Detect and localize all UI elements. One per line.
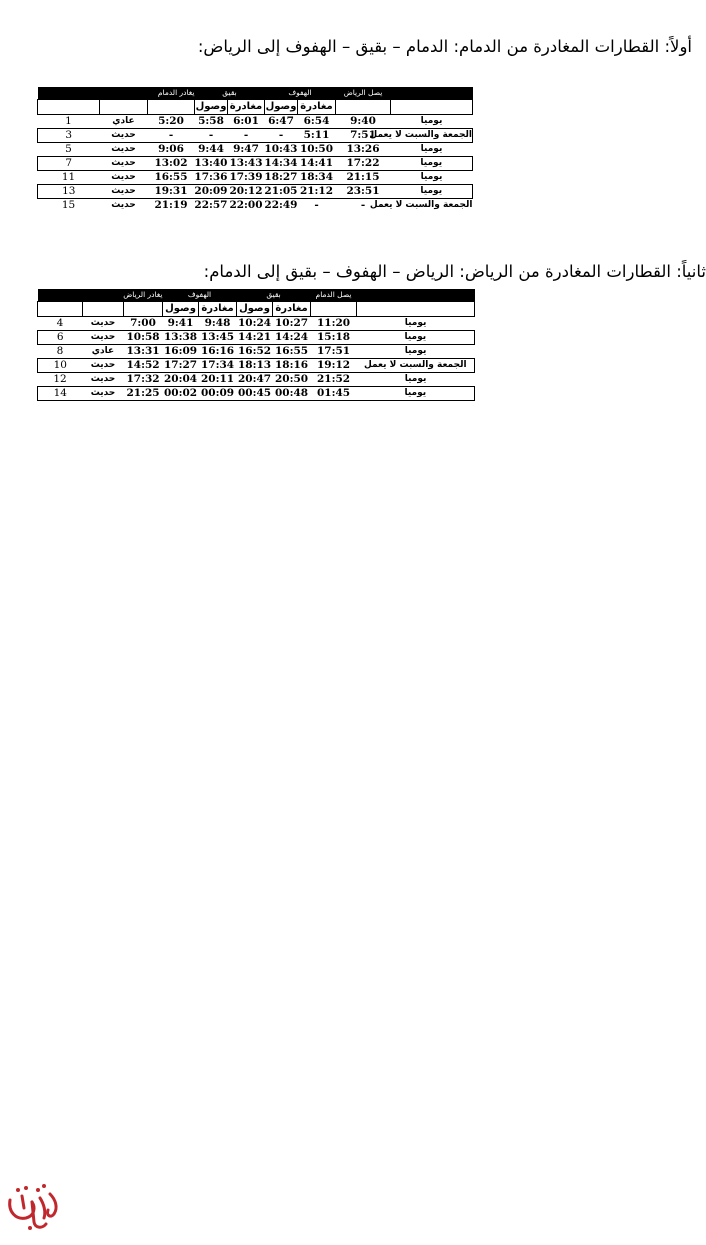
section1-heading: أولاً: القطارات المغادرة من الدمام: الدمام – بقيق – الهفوف إلى الرياض: [197,37,692,56]
cell-abq-arr: 10:24 [237,317,272,329]
cell-hof-dep: 17:34 [199,359,237,373]
cell-dep-riyadh: 10:58 [124,331,163,345]
cell-type: حديث [111,172,136,182]
table-row [38,115,473,129]
cell-abq-arr: 14:21 [237,331,272,343]
cell-arr-riyadh: 9:40 [350,115,376,127]
sub-departure: مغادرة [228,100,265,115]
table-row [38,373,475,387]
cell-abq-arr: - [195,129,228,143]
cell-dep-riyadh: 21:25 [124,387,163,401]
cell-days: يوميا [357,331,475,345]
cell-abq-dep: 10:27 [274,317,309,329]
cell-arr-riyadh: 23:51 [336,185,391,199]
cell-dep-dammam: 21:19 [154,199,188,211]
cell-days: يوميا [404,374,427,384]
cell-type: حديث [83,331,124,345]
sub-departure: مغادرة [199,302,237,317]
cell-abq-arr: 16:52 [237,345,272,357]
cell-dep-dammam: 19:31 [148,185,195,199]
cell-dep-dammam: 16:55 [154,171,188,183]
cell-dep-riyadh: 17:32 [126,373,160,385]
cell-type: حديث [90,374,116,384]
cell-abq-dep: 00:48 [273,387,311,401]
cell-num: 14 [38,387,83,401]
table-header-row [38,289,475,302]
cell-days: الجمعة والسبت لا يعمل [391,129,473,143]
col-arrive-dammam: يصل الدمام [311,289,357,302]
cell-hof-dep: 5:11 [298,129,336,143]
cell-dep-dammam: 5:20 [158,115,184,127]
cell-arr-dammam: 17:51 [316,345,351,357]
cell-abq-arr: 17:36 [194,171,228,183]
col-arrive-riyadh: يصل الرياض [336,87,391,100]
cell-abq-arr: 20:09 [194,185,228,197]
cell-abq-arr: 22:57 [194,199,228,211]
cell-hof-dep: 16:16 [200,345,235,357]
table-row [38,331,475,345]
cell-dep-dammam: 13:02 [148,157,195,171]
cell-abq-dep: 18:16 [273,359,311,373]
sub-arrival: وصول [195,100,228,115]
cell-dep-riyadh: 7:00 [130,317,156,329]
col-hofuf: الهفوف [163,289,237,302]
cell-abq-dep: 14:24 [273,331,311,345]
cell-arr-riyadh: 17:22 [336,157,391,171]
cell-hof-arr: 13:38 [163,331,198,343]
cell-arr-riyadh: 21:15 [346,171,380,183]
col-abqaiq: بقيق [195,87,265,100]
cell-hof-dep: 20:11 [200,373,235,385]
cell-type: حديث [90,318,116,328]
cell-hof-arr: 22:49 [264,199,298,211]
cell-arr-dammam: 01:45 [311,387,357,401]
cell-hof-dep: 18:34 [299,171,334,183]
sub-arrival: وصول [237,302,273,317]
cell-num: 7 [38,157,100,171]
cell-hof-arr: 9:41 [167,317,194,329]
sub-arrival: وصول [163,302,199,317]
cell-num: 5 [65,143,72,155]
cell-abq-arr: 18:13 [237,359,272,371]
cell-abq-arr: 00:45 [237,387,272,399]
cell-num: 15 [61,199,76,211]
table-row [38,171,473,185]
cell-num: 8 [56,345,64,357]
cell-type: حديث [83,387,124,401]
col-depart-riyadh: يغادر الرياض [83,289,163,302]
cell-arr-dammam: 15:18 [311,331,357,345]
cell-type: حديث [83,359,124,373]
cell-hof-arr: 00:02 [163,387,198,399]
cell-num: 10 [38,359,83,373]
riyadh-to-dammam-table [37,289,475,401]
cell-hof-dep: 00:09 [199,387,237,401]
cell-arr-dammam: 21:52 [316,373,351,385]
sub-departure: مغادرة [273,302,311,317]
cell-abq-dep: 16:55 [274,345,309,357]
cell-days: الجمعة والسبت لا يعمل [357,359,475,373]
cell-hof-dep: 21:12 [298,185,336,199]
table-row [38,143,473,157]
cell-hof-dep: 6:54 [303,115,330,127]
cell-dep-dammam: 9:06 [158,143,184,155]
cell-type: عادي [91,346,115,356]
table-subheader-row [38,302,475,317]
cell-days: يوميا [391,185,473,199]
cell-hof-dep: 9:48 [204,317,231,329]
calligraphy-logo-icon [4,1178,62,1233]
cell-dep-riyadh: 13:31 [126,345,160,357]
cell-dep-riyadh: 14:52 [124,359,163,373]
table-row [38,185,473,199]
table-row [38,359,475,373]
cell-days: يوميا [420,116,443,126]
sub-arrival: وصول [265,100,298,115]
cell-days: يوميا [404,318,427,328]
cell-hof-dep: 14:41 [298,157,336,171]
cell-type: حديث [111,200,136,210]
cell-abq-dep: 17:39 [229,171,263,183]
table-row [38,345,475,359]
cell-type: حديث [111,144,136,154]
table-subheader-row [38,100,473,115]
cell-num: 12 [53,373,67,385]
cell-type: حديث [100,129,148,143]
cell-arr-riyadh: 7:51 [336,129,391,143]
cell-abq-dep: 13:43 [229,157,263,169]
cell-num: 11 [61,171,76,183]
cell-num: 6 [38,331,83,345]
cell-abq-dep: 22:00 [229,199,263,211]
cell-abq-arr: 13:40 [194,157,228,169]
table-row [38,157,473,171]
cell-arr-dammam: 19:12 [311,359,357,373]
table-row [38,387,475,401]
cell-abq-dep: 6:01 [233,115,259,127]
cell-dep-dammam: - [148,129,195,143]
table-row [38,199,473,213]
dammam-to-riyadh-table [37,87,473,212]
cell-num: 13 [38,185,100,199]
col-depart-dammam: يغادر الدمام [100,87,195,100]
cell-hof-dep: 10:50 [299,143,334,155]
cell-arr-riyadh: 13:26 [346,143,380,155]
cell-num: 3 [38,129,100,143]
cell-hof-arr: 6:47 [268,115,294,127]
cell-days: يوميا [391,157,473,171]
cell-hof-arr: 17:27 [163,359,198,371]
cell-days: يوميا [420,172,443,182]
cell-abq-arr: 9:44 [198,143,224,155]
cell-abq-dep: 9:47 [233,143,259,155]
cell-num: 1 [65,115,72,127]
cell-hof-arr: 20:04 [163,373,198,385]
section2-heading: ثانياً: القطارات المغادرة من الرياض: الرياض – الهفوف – بقيق إلى الدمام: [203,262,706,281]
cell-hof-dep: 13:45 [199,331,237,345]
table-row [38,129,473,143]
cell-days: يوميا [420,144,443,154]
cell-arr-riyadh: - [360,199,366,211]
cell-hof-arr: 18:27 [264,171,298,183]
cell-abq-arr: 20:47 [237,373,272,385]
cell-num: 4 [56,317,64,329]
cell-hof-arr: 10:43 [264,143,298,155]
cell-abq-dep: 20:12 [229,185,263,197]
cell-days: يوميا [404,346,427,356]
cell-days: الجمعة والسبت لا يعمل [369,200,473,210]
cell-type: حديث [100,157,148,171]
cell-hof-arr: 21:05 [264,185,298,197]
cell-hof-arr: 16:09 [163,345,198,357]
cell-hof-arr: - [265,129,298,143]
cell-hof-dep: - [314,199,319,211]
cell-abq-dep: - [228,129,265,143]
cell-abq-arr: 5:58 [198,115,224,127]
cell-days: يوميا [357,387,475,401]
col-hofuf: الهفوف [265,87,336,100]
cell-type: عادي [112,116,135,126]
cell-abq-dep: 20:50 [274,373,309,385]
cell-arr-dammam: 11:20 [316,317,351,329]
table-header-row [38,87,473,100]
sub-departure: مغادرة [298,100,336,115]
table-row [38,317,475,331]
cell-hof-arr: 14:34 [264,157,298,169]
col-abqaiq: بقيق [237,289,311,302]
cell-type: حديث [100,185,148,199]
